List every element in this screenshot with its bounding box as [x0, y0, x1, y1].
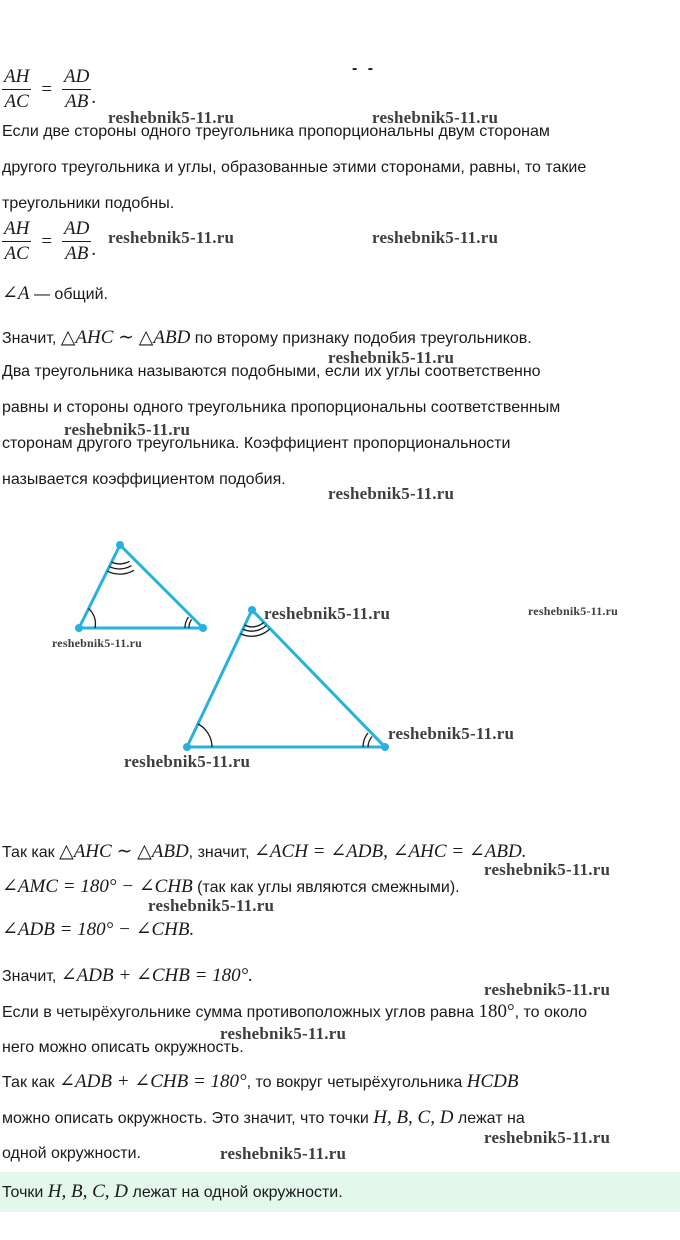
watermark: reshebnik5-11.ru: [484, 1128, 611, 1147]
angle-arc-double: [363, 733, 368, 747]
math-expression: ∠ADB = 180° − ∠CHB.: [2, 919, 195, 940]
angle-arc-triple: [109, 566, 131, 569]
angle-arc-single: [89, 609, 96, 629]
math-expression: △AHC ∼ △ABD: [60, 327, 191, 348]
watermark: reshebnik5-11.ru: [52, 636, 142, 650]
fraction-period: .: [91, 87, 97, 108]
conclusion-line: одной окружности.: [2, 1145, 141, 1162]
text-fragment: Точки: [2, 1184, 48, 1201]
vertex-point: [199, 624, 207, 632]
vertex-point: [75, 624, 83, 632]
fraction-numerator: AH: [2, 66, 31, 90]
similarity-line: [2, 327, 532, 350]
angle-arc-single: [198, 724, 212, 747]
vertex-point: [183, 743, 191, 751]
conclusion-line: [2, 1107, 525, 1130]
fraction-period: .: [91, 239, 97, 260]
watermark: reshebnik5-11.ru: [64, 420, 191, 439]
fraction-denominator: AB: [65, 243, 89, 264]
watermark: reshebnik5-11.ru: [328, 348, 455, 367]
watermark: reshebnik5-11.ru: [328, 484, 455, 503]
watermark: reshebnik5-11.ru: [484, 980, 611, 999]
math-expression: H, B, C, D: [47, 1181, 129, 1202]
text-fragment: Значит,: [2, 968, 61, 985]
fraction-numerator: AD: [62, 218, 91, 242]
watermark: reshebnik5-11.ru: [528, 604, 618, 618]
paragraph-line: треугольники подобны.: [2, 195, 175, 212]
math-expression: △AHC ∼ △ABD: [59, 841, 189, 862]
watermark: reshebnik5-11.ru: [372, 228, 499, 247]
vertex-point: [381, 743, 389, 751]
math-expression: ∠A: [2, 283, 30, 304]
text-fragment: лежат на: [453, 1110, 525, 1127]
paragraph-line: Если две стороны одного треугольника пропорциональны двум сторонам: [2, 123, 550, 140]
text-fragment: лежат на одной окружности.: [128, 1184, 343, 1201]
text-fragment: , значит,: [188, 844, 254, 861]
quadrilateral-theorem-line: него можно описать окружность.: [2, 1039, 244, 1056]
text-fragment: (так как углы являются смежными).: [192, 879, 460, 896]
watermark: reshebnik5-11.ru: [124, 752, 251, 771]
definition-line: называется коэффициентом подобия.: [2, 471, 286, 488]
equals-sign: =: [41, 230, 53, 252]
adb-line: [2, 919, 194, 942]
small-triangle-outline: [79, 545, 203, 628]
small-triangle: [75, 541, 207, 632]
text-fragment: Значит,: [2, 330, 61, 347]
watermark: reshebnik5-11.ru: [484, 860, 611, 879]
quadrilateral-theorem-line: [2, 1001, 587, 1024]
top-marker: - -: [352, 60, 377, 77]
watermark: reshebnik5-11.ru: [220, 1024, 347, 1043]
text-fragment: по второму признаку подобия треугольников.: [190, 330, 532, 347]
text-fragment: , то около: [514, 1004, 588, 1021]
watermark: reshebnik5-11.ru: [220, 1144, 347, 1163]
definition-line: сторонам другого треугольника. Коэффициент пропорциональности: [2, 435, 511, 452]
watermark: reshebnik5-11.ru: [264, 604, 391, 623]
large-triangle-outline: [187, 610, 385, 747]
math-expression: HCDB: [466, 1071, 519, 1092]
angle-arc-double: [185, 617, 189, 628]
math-expression: ∠AMC = 180° − ∠CHB: [2, 876, 193, 897]
fraction-denominator: AC: [4, 243, 29, 264]
fraction-denominator: AC: [4, 91, 29, 112]
text-fragment: можно описать окружность. Это значит, что точки: [2, 1110, 374, 1127]
definition-line: равны и стороны одного треугольника пропорциональны соответственным: [2, 399, 561, 416]
math-expression: ∠ADB + ∠CHB = 180°: [59, 1071, 247, 1092]
text-fragment: , то вокруг четырёхугольника: [246, 1074, 467, 1091]
equals-sign: =: [41, 78, 53, 100]
answer-text: [2, 1181, 343, 1204]
watermark: reshebnik5-11.ru: [108, 108, 235, 127]
watermark: reshebnik5-11.ru: [388, 724, 515, 743]
large-triangle: [183, 606, 389, 751]
math-expression: ∠ACH = ∠ADB, ∠AHC = ∠ABD.: [254, 841, 527, 862]
angle-arc-triple: [112, 561, 130, 564]
text-fragment: Так как: [2, 1074, 60, 1091]
angle-arc-triple: [107, 570, 134, 574]
math-expression: H, B, C, D: [373, 1107, 454, 1128]
so-line: [2, 841, 526, 864]
text-fragment: Так как: [2, 844, 60, 861]
math-expression: 180°: [478, 1001, 515, 1022]
fraction-equation-1: [2, 66, 96, 113]
angle-arc-double: [368, 737, 372, 748]
text-fragment: — общий.: [29, 286, 108, 303]
math-expression: ∠ADB + ∠CHB = 180°.: [60, 965, 254, 986]
definition-line: Два треугольника называются подобными, если их углы соответственно: [2, 363, 541, 380]
fraction-numerator: AD: [62, 66, 91, 90]
conclusion-line: [2, 1071, 518, 1094]
paragraph-line: другого треугольника и углы, образованные этими сторонами, равны, то такие: [2, 159, 587, 176]
text-fragment: Если в четырёхугольнике сумма противоположных углов равна: [2, 1004, 479, 1021]
fraction-equation-2: [2, 218, 96, 265]
fraction-denominator: AB: [65, 91, 89, 112]
watermark: reshebnik5-11.ru: [108, 228, 235, 247]
vertex-point: [248, 606, 256, 614]
watermark: reshebnik5-11.ru: [148, 896, 275, 915]
watermark: reshebnik5-11.ru: [372, 108, 499, 127]
sum-line: [2, 965, 253, 988]
similar-triangles-figure: [0, 520, 680, 790]
fraction-numerator: AH: [2, 218, 31, 242]
vertex-point: [116, 541, 124, 549]
common-angle-line: [2, 283, 108, 306]
